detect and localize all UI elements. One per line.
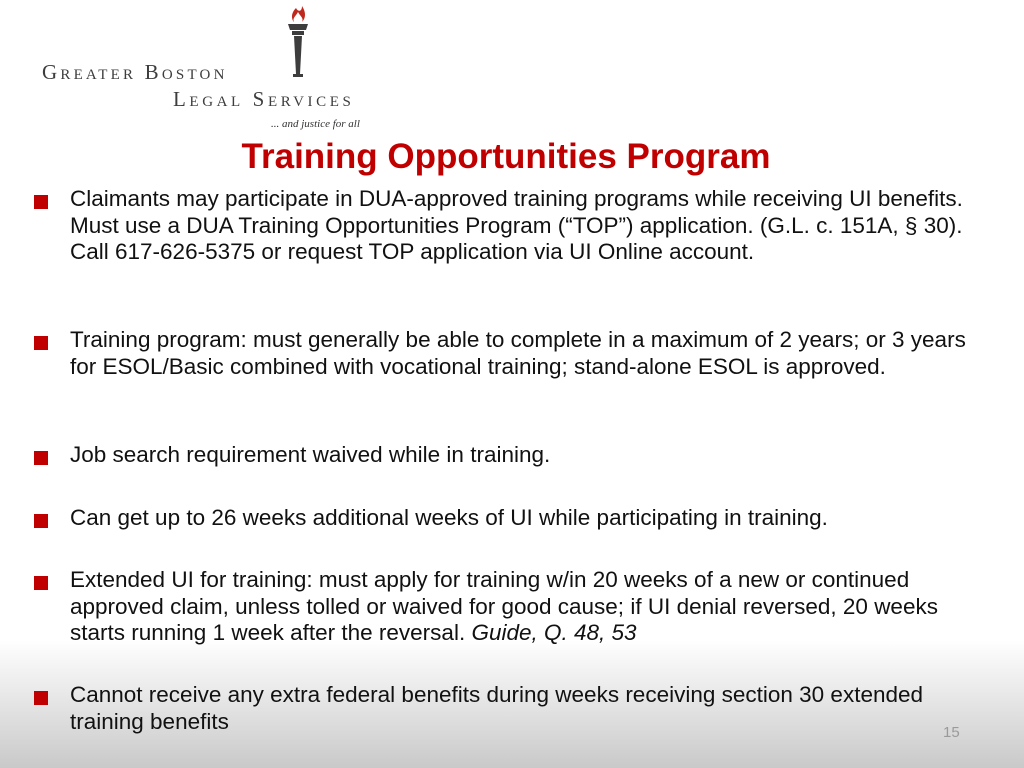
slide-title: Training Opportunities Program (241, 137, 771, 176)
logo-tagline: ... and justice for all (271, 118, 360, 130)
bullet-text: Can get up to 26 weeks additional weeks of UI while participating in training. (70, 505, 828, 530)
square-bullet-icon (34, 514, 48, 528)
organization-logo (40, 4, 400, 136)
bullet-body: Extended UI for training: must apply for training w/in 20 weeks of a new or continued approved claim, unless tolled or waived for good cause; if UI denial reversed, 20 weeks starts running 1 week after the reversal. (70, 567, 938, 645)
torch-icon (280, 4, 316, 84)
logo-line-2: Legal Services (173, 87, 355, 111)
square-bullet-icon (34, 576, 48, 590)
bullet-text: Claimants may participate in DUA-approved training programs while receiving UI benefits. Must use a DUA Training Opportunities Program (“TOP”) application. (G.L. c. 151A, § 30). Call 617-626-5375 or request TOP application via UI Online account. (70, 186, 963, 264)
square-bullet-icon (34, 336, 48, 350)
bullet-text: Training program: must generally be able to complete in a maximum of 2 years; or 3 years for ESOL/Basic combined with vocational training; stand-alone ESOL is approved. (70, 327, 966, 379)
bullet-text: Cannot receive any extra federal benefits during weeks receiving section 30 extended training benefits (70, 682, 924, 734)
square-bullet-icon (34, 451, 48, 465)
page-number: 15 (943, 724, 960, 741)
bullet-text: Job search requirement waived while in training. (70, 442, 551, 467)
square-bullet-icon (34, 195, 48, 209)
square-bullet-icon (34, 691, 48, 705)
bullet-text (70, 567, 994, 647)
guide-citation: Guide, Q. 48, 53 (471, 620, 637, 645)
logo-line-1: Greater Boston (42, 60, 228, 84)
